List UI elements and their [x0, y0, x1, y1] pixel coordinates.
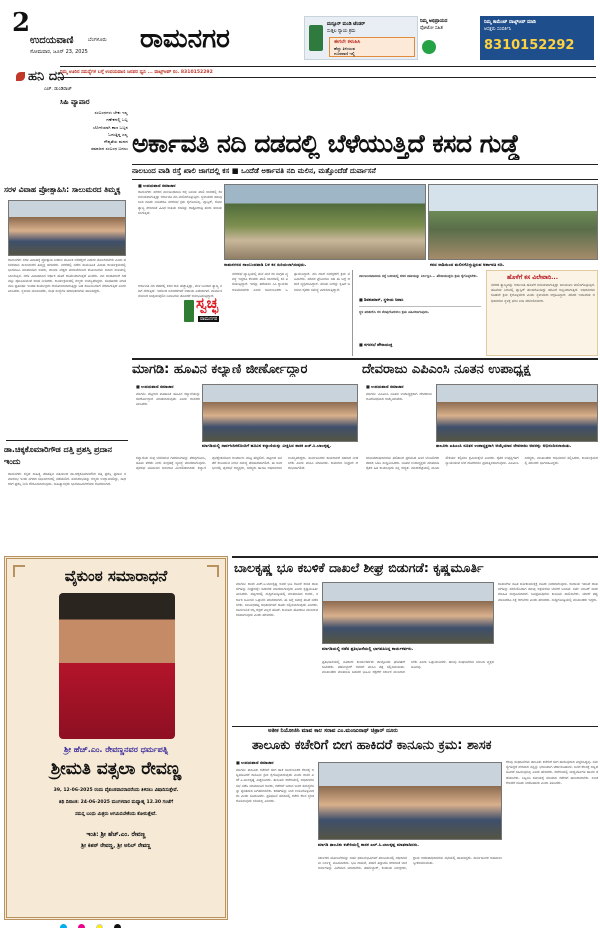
obituary-from: ಇಂತಿ: ಶ್ರೀ ಹೆಚ್.ಎಂ. ರೇವಣ್ಣ — [86, 831, 146, 838]
ad1-line1: ಮನ್ಸೂರ್ ಮಂಡಿ ಟೆಂಡರ್ — [327, 22, 365, 27]
main-headline: ಅರ್ಕಾವತಿ ನದಿ ದಡದಲ್ಲಿ ಬೆಳೆಯುತ್ತಿದೆ ಕಸದ ಗುಡ್ಡೆ — [132, 129, 520, 158]
divider — [359, 306, 481, 307]
magadi-headline: ಮಾಗಡಿ: ಹೂವಿನ ಕಲ್ಯಾಣಿ ಜೀರ್ಣೋದ್ಧಾರ — [132, 362, 308, 377]
main-article-col2: ಅರ್ಕಾವತಿ ನದಿ ದಡದಲ್ಲಿ ಕಸದ ರಾಶಿ ಹೆಚ್ಚುತ್ತಿದ್ದು, ಮಳೆ ಬಂದಾಗ ತ್ಯಾಜ್ಯ ನದಿಗೆ ಸೇರುತ್ತಿದೆ. ಇದರಿಂದ ಜಲಚರಗಳಿಗೆ ಅಪಾಯ ಎದುರಾಗಿದೆ. ದುರ್ವಾಸನೆಯಿಂದ ಸುತ್ತಮುತ್ತಲಿನ ನಿವಾಸಿಗಳು ತೊಂದರೆ ಅನುಭವಿಸುತ್ತಿದ್ದಾರೆ. — [138, 284, 222, 299]
obituary-text1: 39, 12-06-2025 ರಂದು ವೈಕುಂಠವಾಸರಾದರೆಂದು ತಿಳಿಸಲು ವಿಷಾದಿಸುತ್ತೇವೆ. — [53, 788, 179, 793]
whatsapp-icon — [422, 40, 436, 54]
poem-line: ಓದುತ್ತಿದ್ದ ಎಲ್ಲ — [108, 131, 128, 137]
swachha-ramanagara-logo — [184, 294, 230, 330]
ad-phone-number: 8310152292 — [484, 38, 575, 53]
portrait-photo — [59, 593, 175, 739]
ad2-line1: ಈಗಲೇ ಕಳುಹಿಸಿ — [334, 39, 361, 45]
obituary-name: ಶ್ರೀಮತಿ ವತ್ಸಲಾ ರೇವಣ್ಣ — [50, 759, 182, 779]
taluk-byline: ■ ಉದಯವಾಣಿ ಸಮಾಚಾರ — [236, 760, 274, 765]
ad2-line3: ದೂರವಾಣಿ ಇಲ್ಲಿ — [334, 51, 355, 56]
main-lead: ರಾಮನಗರ: ನಗರದ ನಾಲಬಂದವಾಡಿ ರಸ್ತೆ ಬಳಿಯ ಖಾಲಿ ಜಾಗದಲ್ಲಿ ಕಸ ಸುರಿಯಲಾಗುತ್ತಿದ್ದು ಅರ್ಕಾವತಿ ನದಿ ಮಲಿನಗೊಳ್ಳುತ್ತಿದೆ. ಸ್ಥಳೀಯರು ಹಲವು ಬಾರಿ ದೂರು ನೀಡಿದರೂ ನಗರಸಭೆ ಕ್ರಮ ಕೈಗೊಂಡಿಲ್ಲ. ಪ್ಲಾಸ್ಟಿಕ್, ಕೋಳಿ ತ್ಯಾಜ್ಯ ಸೇರಿದಂತೆ ವಿವಿಧ ರೀತಿಯ ಕಸವನ್ನು ರಾತ್ರೋರಾತ್ರಿ ತಂದು ಸುರಿಯಲಾಗುತ್ತಿದೆ. — [138, 190, 222, 215]
obituary-names: ಶ್ರೀ ಕಿಶನ್ ರೇವಣ್ಣ, ಶ್ರೀ ಅನಿಲ್ ರೇವಣ್ಣ — [81, 843, 151, 849]
divider — [132, 179, 598, 180]
obituary-line1: ಶ್ರೀ ಹೆಚ್.ಎಂ. ರೇವಣ್ಣನವರ ಧರ್ಮಪತ್ನಿ — [63, 745, 169, 754]
magadi-byline: ■ ಉದಯವಾಣಿ ಸಮಾಚಾರ — [136, 384, 174, 389]
ad2-banner — [329, 37, 415, 57]
balakrishna-col1: ಮಾಗಡಿ: ಶಾಸಕ ಎಚ್.ಸಿ.ಬಾಲಕೃಷ್ಣ ಅವರ ಭೂ ಕಬಳಿಕೆ ಕುರಿತ ದಾಖಲೆಗಳನ್ನು ಶೀಘ್ರದಲ್ಲೇ ಬಿಡುಗಡೆ ಮಾಡಲಾಗುವುದು ಎಂದು ಕೃಷ್ಣಮೂರ್ತಿ ತಿಳಿಸಿದರು. ಪಟ್ಟಣದಲ್ಲಿ ಸುದ್ದಿಗೋಷ್ಠಿಯಲ್ಲಿ ಮಾತನಾಡಿದ ಅವರು, ಸರ್ಕಾರಿ ಜಮೀನು ಒತ್ತುವರಿ ಮಾಡಲಾಗಿದೆ. ಈ ಬಗ್ಗೆ ಸಮಗ್ರ ತನಿಖೆ ನಡೆಸಬೇಕು. ಸಂಬಂಧಪಟ್ಟ ಅಧಿಕಾರಿಗಳಿಗೆ ದೂರು ಸಲ್ಲಿಸಲಾಗುವುದು ಎಂದರು. ಸಾರ್ವಜನಿಕ ಆಸ್ತಿ ರಕ್ಷಣೆ ಎಲ್ಲರ ಹೊಣೆ. ಕಾನೂನು ಹೋರಾಟ ಮುಂದುವರಿಸಲಾಗುವುದು ಎಂದು ಹೇಳಿದರು. — [236, 582, 318, 618]
ad2-line2: ಹೆಚ್ಚು ತಿಳಿಯುವ — [334, 46, 356, 51]
honey-dani-box — [4, 68, 128, 176]
dustbin-icon — [184, 300, 194, 322]
taluk-kicker: ಅತೀಕ ನಿಯೋಜಿಸಿ ಮಾವ ಕಾಲ ಸರಾವ ಎಂ.ಮಂಜುನಾಥ್ ಚಿತ್ರಾರ್ ದೂರು — [268, 728, 398, 734]
left-article-1: ರಾಮನಗರ: ಸರಳ ವಿವಾಹಕ್ಕೆ ಪ್ರೋತ್ಸಾಹ ನೀಡುವ ಮೂಲಕ ವರದಕ್ಷಿಣೆ ಪಿಡುಗು ತೊಲಗಿಸಬೇಕು ಎಂದು ಪರಿಸರವಾದಿ ಸಾಲುಮರದ ತಿಮ್ಮಕ್ಕ ಹೇಳಿದರು. ನಗರದಲ್ಲಿ ನಡೆದ ಸಾಮೂಹಿಕ ವಿವಾಹ ಕಾರ್ಯಕ್ರಮದಲ್ಲಿ ಭಾಗವಹಿಸಿ ಮಾತನಾಡಿದ ಅವರು, ದುಂದು ವೆಚ್ಚದ ಮದುವೆಗಳಿಂದ ಕುಟುಂಬಗಳು ಸಾಲದ ಸುಳಿಯಲ್ಲಿ ಸಿಲುಕುತ್ತಿವೆ. ಸರಳ ವಿವಾಹದಿಂದ ಆರ್ಥಿಕ ಹೊರೆ ಕಡಿಮೆಯಾಗುತ್ತದೆ ಎಂದರು. ನವ ದಂಪತಿಗಳಿಗೆ ಗಿಡ ನೆಟ್ಟು ಪೋಷಿಸುವಂತೆ ಸಲಹೆ ನೀಡಿದರು. ಕಾರ್ಯಕ್ರಮದಲ್ಲಿ ಗಣ್ಯರು ಉಪಸ್ಥಿತರಿದ್ದರು. ಸಂಘಟಕರು ಮಾತನಾಡಿ ಪ್ರತಿವರ್ಷ ಇಂತಹ ಕಾರ್ಯಕ್ರಮ ಆಯೋಜಿಸಲಾಗುತ್ತಿದ್ದು ಬಡ ಕುಟುಂಬಗಳಿಗೆ ನೆರವಾಗುತ್ತಿದೆ ಎಂದು ತಿಳಿಸಿದರು. ಸ್ಥಳೀಯ ಮುಖಂಡರು, ಸಂಘ ಸಂಸ್ಥೆಗಳ ಪದಾಧಿಕಾರಿಗಳು ಹಾಜರಿದ್ದರು. — [8, 258, 126, 294]
protest-photo — [322, 582, 494, 644]
register-dot — [78, 924, 85, 928]
taluk-col3: ಕೆಲವು ಸಂಘಟನೆಗಳು ತಾಲೂಕು ಕಚೇರಿಗೆ ಬೀಗ ಹಾಕುವುದಾಗಿ ಎಚ್ಚರಿಸಿದ್ದವು. ಸಮಸ್ಯೆಗಳಿದ್ದರೆ ನೇರವಾಗಿ ನನ್ನನ್ನು ಭೇಟಿಯಾಗಿ ಚರ್ಚಿಸಬಹುದು. ಜನರ ಕೆಲಸಕ್ಕೆ ಅಡ್ಡಿಪಡಿಸಿದರೆ ಸಹಿಸುವುದಿಲ್ಲ ಎಂದು ಹೇಳಿದರು. ಕಚೇರಿಯಲ್ಲಿ ಮಧ್ಯವರ್ತಿಗಳ ಹಾವಳಿ ತಡೆಯಬೇಕು. ಸಿಬ್ಬಂದಿ ಸಮಯಕ್ಕೆ ಸರಿಯಾಗಿ ಕಚೇರಿಗೆ ಹಾಜರಾಗಬೇಕು. ಲಂಚ ಕೇಳಿದರೆ ದೂರು ನೀಡಬಹುದು ಎಂದು ತಿಳಿಸಿದರು. — [506, 760, 598, 785]
divider — [132, 164, 598, 165]
taluk-caption: ಮಾಗಡಿ ತಾಲೂಕು ಕಚೇರಿಯಲ್ಲಿ ಶಾಸಕ ಎಚ್.ಸಿ.ಬಾಲಕೃಷ್ಣ ಮಾತನಾಡಿದರು. — [318, 842, 419, 847]
holege-body: ನಗರದ ತ್ಯಾಜ್ಯವನ್ನು ಅರ್ಕಾವತಿ ಹೊಳೆಗೆ ಸುರಿಯಲಾಗುತ್ತಿದ್ದು ಜಲಮೂಲ ಮಲಿನಗೊಳ್ಳುತ್ತಿದೆ. ಹೊಳೆಯ ನೀರಿನಲ್ಲಿ ಪ್ಲಾಸ್ಟಿಕ್ ತುಂಬಿಕೊಂಡಿದ್ದು ಹರಿವಿಗೆ ಅಡ್ಡಿಯಾಗುತ್ತಿದೆ. ಅಧಿಕಾರಿಗಳು ಕೂಡಲೇ ಕ್ರಮ ಕೈಗೊಳ್ಳಬೇಕು ಎಂದು ಸ್ಥಳೀಯರು ಆಗ್ರಹಿಸಿದ್ದಾರೆ. ಪರಿಸರ ಇಲಾಖೆಯ ಅಧಿಕಾರಿಗಳು ಸ್ಥಳಕ್ಕೆ ಭೇಟಿ ನೀಡಿ ಪರಿಶೀಲಿಸಬೇಕು. — [491, 283, 595, 303]
garbage-photo-1 — [224, 184, 426, 260]
poem-line: ಬೋಳಿಯಾಗಿ ಕಾಣ ಒಬ್ಬನ — [93, 124, 128, 130]
ad-box-3 — [420, 16, 478, 60]
paper-name: ಉದಯವಾಣಿ — [30, 35, 74, 46]
poem-line: ಸಮಾಜದ ಸಂಬಂಧ ಬದಲು — [91, 146, 128, 152]
ad3-line2: ಫೋಟೋ ಸಹಿತ — [420, 26, 443, 31]
obituary-text3: ಸಮಸ್ತ ಬಂಧು ಮಿತ್ರರು ಆಗಮಿಸಬೇಕೆಂದು ಕೋರುತ್ತೇವೆ. — [75, 812, 157, 817]
magadi-photo — [202, 384, 358, 442]
garbage-photo-2 — [428, 184, 598, 260]
masthead — [0, 0, 600, 64]
magadi-body: ಕಲ್ಯಾಣಿಯ ಸುತ್ತ ಬೆಳೆದಿರುವ ಗಿಡಗಂಟಿಗಳನ್ನು ತೆರವುಗೊಳಿಸಿ, ಹೂಳು ತೆಗೆದು ನೀರು ಸಂಗ್ರಹಕ್ಕೆ ವ್ಯವಸ್ಥೆ ಮಾಡಲಾಗುವುದು. ಪುರಸಭೆ ವತಿಯಿಂದ ಅನುದಾನ ಮೀಸಲಿಡಲಾಗಿದೆ. ಕಲ್ಯಾಣಿ ಪುನಶ್ಚೇತನದಿಂದ ಅಂತರ್ಜಲ ಮಟ್ಟ ಹೆಚ್ಚಲಿದೆ. ಪಟ್ಟಣದ ಜನತೆಗೆ ಕುಡಿಯುವ ನೀರಿನ ಸಮಸ್ಯೆ ಪರಿಹಾರವಾಗಲಿದೆ. ಈ ಸಂದರ್ಭದಲ್ಲಿ ಪುರಸಭೆ ಅಧ್ಯಕ್ಷರು, ಸದಸ್ಯರು ಹಾಗೂ ಅಧಿಕಾರಿಗಳು ಉಪಸ್ಥಿತರಿದ್ದರು. ಸಾರ್ವಜನಿಕರು ಕಾಮಗಾರಿಗೆ ಸಹಕಾರ ನೀಡಬೇಕು ಎಂದು ಮನವಿ ಮಾಡಿದರು. ಕಾಮಗಾರಿ ಶೀಘ್ರವೇ ಆರಂಭವಾಗಲಿದೆ. — [136, 456, 358, 471]
divider — [132, 358, 598, 360]
leaf-icon — [16, 72, 25, 81]
ad3-line1: ನಿಮ್ಮ ಅಭಿಪ್ರಾಯದ — [420, 19, 448, 24]
ad-box-1 — [304, 16, 418, 60]
photo-caption-right: ಕಸದ ರಾಶಿಯಿಂದ ಮಲಿನಗೊಳ್ಳುತ್ತಿರುವ ಅರ್ಕಾವತಿ ನದಿ. — [430, 262, 505, 267]
photo-caption-left: ರಾಮನಗರದ ನಾಲಬಂದವಾಡಿ ಬಳಿ ಕಸ ಸುರಿಯಲಾಗಿರುವುದು. — [224, 262, 307, 267]
taluk-col2: ಸರ್ಕಾರದ ಯೋಜನೆಗಳನ್ನು ಅರ್ಹ ಫಲಾನುಭವಿಗಳಿಗೆ ತಲುಪಿಸುವಲ್ಲಿ ಅಧಿಕಾರಿಗಳು ನಿರ್ಲಕ್ಷ್ಯ ವಹಿಸಬಾರದು. ಭೂ ದಾಖಲೆ, ಪಹಣಿ ತಿದ್ದುಪಡಿ ಸೇರಿದಂತೆ ಬಾಕಿ ಅರ್ಜಿಗಳನ್ನು ವಿಲೇವಾರಿ ಮಾಡಬೇಕು. ತಹಶೀಲ್ದಾರ್, ಕಂದಾಯ ನಿರೀಕ್ಷಕರು, ಗ್ರಾಮ ಆಡಳಿತಾಧಿಕಾರಿಗಳು ಸಭೆಯಲ್ಲಿ ಹಾಜರಿದ್ದರು. ಸಾರ್ವಜನಿಕರ ಅಹವಾಲು ಸ್ವೀಕರಿಸಲಾಯಿತು. — [318, 856, 502, 871]
ad1-line2: ಸುತ್ತಲ ನ್ಯಾಯ ಕ್ರಮ — [327, 29, 356, 34]
obituary-text2: ತಿಥಿ ದಿನಾಂಕ: 24-06-2025 ಮಂಗಳವಾರ ಮಧ್ಯಾಹ್ನ 12.30 ಗಂಟೆಗೆ — [58, 800, 174, 805]
quote-2: ಸ್ಥಳ ಪರಿಶೀಲಿಸಿ ಕಸ ತೆರವುಗೊಳಿಸಲು ಕ್ರಮ ವಹಿಸಲಾಗುವುದು. — [359, 310, 430, 314]
devaraju-byline: ■ ಉದಯವಾಣಿ ಸಮಾಚಾರ — [366, 384, 404, 389]
devaraju-caption: ತಾಲೂಕು ಎಪಿಎಂಸಿ ನೂತನ ಉಪಾಧ್ಯಕ್ಷರಾಗಿ ಆಯ್ಕೆಯಾದ ದೇವರಾಜು ಅವರನ್ನು ಅಭಿನಂದಿಸಲಾಯಿತು. — [436, 443, 572, 448]
dateline: ಸೋಮವಾರ, ಜೂನ್ 23, 2025 — [30, 49, 88, 55]
taluk-photo — [318, 762, 502, 840]
left-headline-2: ಡಾ.ಚಿಕ್ಕಕೊಮಾರಿಗೌಡ ದತ್ತಿ ಪ್ರಶಸ್ತಿ ಪ್ರದಾನ ಇಂದು — [4, 445, 112, 466]
print-registration-marks — [60, 916, 600, 926]
left-headline-1: ಸರಳ ವಿವಾಹ ಪ್ರೋತ್ಸಾಹಿಸಿ: ಸಾಲುಮರದ ತಿಮ್ಮಕ್ಕ — [4, 185, 121, 194]
devaraju-body: ಚುನಾವಣಾಧಿಕಾರಿಗಳು ಫಲಿತಾಂಶ ಪ್ರಕಟಿಸಿದ ಬಳಿಕ ಬೆಂಬಲಿಗರು ಪಟಾಕಿ ಸಿಡಿಸಿ ಸಂಭ್ರಮಿಸಿದರು. ನೂತನ ಉಪಾಧ್ಯಕ್ಷರು ಮಾತನಾಡಿ ರೈತರ ಹಿತ ಕಾಯುವುದು ನನ್ನ ಆದ್ಯತೆ. ಮಾರುಕಟ್ಟೆಯಲ್ಲಿ ಮೂಲ ಸೌಕರ್ಯ ಕಲ್ಪಿಸಲು ಶ್ರಮಿಸುತ್ತೇನೆ ಎಂದರು. ರೈತರ ಉತ್ಪನ್ನಗಳಿಗೆ ನ್ಯಾಯಯುತ ಬೆಲೆ ದೊರಕಿಸಲು ಪ್ರಯತ್ನಿಸಲಾಗುವುದು. ಎಪಿಎಂಸಿ ಸದಸ್ಯರು, ಮುಖಂಡರು ಅಭಿನಂದನೆ ಸಲ್ಲಿಸಿದರು. ಕಾರ್ಯಕ್ರಮದಲ್ಲಿ ಹಲವರು ಭಾಗವಹಿಸಿದ್ದರು. — [366, 456, 598, 471]
quote-2-by: ■ ನಗರಸಭೆ ಪೌರಾಯುಕ್ತ — [359, 342, 393, 347]
wedding-photo — [8, 200, 126, 256]
balakrishna-caption: ಮಾಗಡಿಯಲ್ಲಿ ನಡೆದ ಪ್ರತಿಭಟನೆಯಲ್ಲಿ ಭಾಗವಹಿಸಿದ್ದ ಕಾರ್ಯಕರ್ತರು. — [322, 646, 414, 651]
main-byline: ■ ಉದಯವಾಣಿ ಸಮಾಚಾರ — [138, 183, 176, 188]
honey-dani-title: ಹನಿ ದನಿ — [28, 69, 65, 84]
taluk-headline: ತಾಲೂಕು ಕಚೇರಿಗೆ ಬೀಗ ಹಾಕಿದರೆ ಕಾನೂನು ಕ್ರಮ: ಶಾಸಕ — [252, 738, 492, 753]
divider — [232, 556, 598, 558]
poem-line: ಗಣೇಶನಲ್ಲಿ ಒಬ್ಬ — [106, 117, 128, 123]
divider — [232, 726, 598, 727]
notice-text: ನಿಮ್ಮ ಊರಿನ ಸಮಸ್ಯೆಗಳ ಬಗ್ಗೆ ಉದಯವಾಣಿ ಜನಪರ ಧ್ವನಿ ... ವಾಟ್ಸ್ಆಪ್ ನಂ. 8310152292 — [60, 70, 213, 75]
left-article-2: ರಾಮನಗರ: ಕನ್ನಡ ಸಾಹಿತ್ಯ ಪರಿಷತ್ತಿನ ವತಿಯಿಂದ ಡಾ.ಚಿಕ್ಕಕೊಮಾರಿಗೌಡ ದತ್ತಿ ಪ್ರಶಸ್ತಿ ಪ್ರದಾನ ಸಮಾರಂಭ ಇಂದು ನಗರದ ಸಭಾಂಗಣದಲ್ಲಿ ನಡೆಯಲಿದೆ. ಸಮಾರಂಭವನ್ನು ಗಣ್ಯರು ಉದ್ಘಾಟಿಸಲಿದ್ದು, ಸಾಧಕರಿಗೆ ಪ್ರಶಸ್ತಿ ನೀಡಿ ಗೌರವಿಸಲಾಗುವುದು. ಸಾಹಿತ್ಯಾಸಕ್ತರು ಭಾಗವಹಿಸಬೇಕೆಂದು ಕೋರಲಾಗಿದೆ. — [8, 472, 126, 487]
balakrishna-col2: ಪ್ರತಿಭಟನೆಯಲ್ಲಿ ನೂರಾರು ಕಾರ್ಯಕರ್ತರು ಪಾಲ್ಗೊಂಡು ಘೋಷಣೆ ಕೂಗಿದರು. ತಹಶೀಲ್ದಾರ್ ಅವರಿಗೆ ಮನವಿ ಪತ್ರ ಸಲ್ಲಿಸಲಾಯಿತು. ಮುಖಂಡರು ಮಾತನಾಡಿ ಬಡವರ ಭೂಮಿ ರಕ್ಷಣೆಗೆ ಸರ್ಕಾರ ಮುಂದಾಗಬೇಕು ಎಂದು ಒತ್ತಾಯಿಸಿದರು. ಹಲವು ಸಂಘಟನೆಗಳು ಬೆಂಬಲ ವ್ಯಕ್ತಪಡಿಸಿದವು. — [322, 660, 494, 675]
divider — [6, 440, 128, 441]
notice-strip — [60, 66, 596, 78]
balakrishna-col3: ದಾಖಲೆಗಳ ಸಹಿತ ಲೋಕಾಯುಕ್ತಕ್ಕೆ ದೂರು ನೀಡಲಾಗುವುದು. ಕಂದಾಯ ಇಲಾಖೆ ದಾಖಲೆಗಳನ್ನು ಪರಿಶೀಲಿಸಿದಾಗ ಹಲವು ಅಕ್ರಮಗಳು ಬೆಳಕಿಗೆ ಬಂದಿವೆ. ಸರ್ವೆ ನಂಬರ್ ವಾರು ಮಾಹಿತಿ ಸಂಗ್ರಹಿಸಲಾಗಿದೆ. ಜನಪ್ರತಿನಿಧಿಗಳು ಕಾನೂನು ಪಾಲಿಸಬೇಕು. ಯಾರೇ ತಪ್ಪು ಮಾಡಿದರೂ ಶಿಕ್ಷೆ ಆಗಬೇಕು ಎಂದು ಹೇಳಿದರು. ಸುದ್ದಿಗೋಷ್ಠಿಯಲ್ಲಿ ಮುಖಂಡರು ಇದ್ದರು. — [498, 582, 598, 602]
balakrishna-headline: ಬಾಲಕೃಷ್ಣ ಭೂ ಕಬಳಿಕೆ ದಾಖಲೆ ಶೀಘ್ರ ಬಿಡುಗಡೆ: ಕೃಷ್ಣಮೂರ್ತಿ — [234, 560, 484, 575]
taluk-col1: ಮಾಗಡಿ: ತಾಲೂಕು ಕಚೇರಿಗೆ ಬೀಗ ಹಾಕಿ ಸಾರ್ವಜನಿಕರ ಕೆಲಸಕ್ಕೆ ಅಡ್ಡಿಪಡಿಸಿದರೆ ಕಾನೂನು ಕ್ರಮ ಕೈಗೊಳ್ಳಲಾಗುವುದು ಎಂದು ಶಾಸಕ ಎಚ್.ಸಿ.ಬಾಲಕೃಷ್ಣ ಎಚ್ಚರಿಸಿದರು. ತಾಲೂಕು ಕಚೇರಿಯಲ್ಲಿ ಅಧಿಕಾರಿಗಳ ಸಭೆ ನಡೆಸಿ ಮಾತನಾಡಿದ ಅವರು, ಕಚೇರಿಗೆ ಬರುವ ಜನರ ಸಮಸ್ಯೆಗಳನ್ನು ತ್ವರಿತವಾಗಿ ಬಗೆಹರಿಸಬೇಕು. ಕಡತಗಳನ್ನು ಬಾಕಿ ಉಳಿಸಿಕೊಳ್ಳಬಾರದು ಎಂದು ಸೂಚಿಸಿದರು. ಪ್ರತಿಭಟನೆ ಹೆಸರಿನಲ್ಲಿ ಕಚೇರಿ ಕೆಲಸ ಸ್ಥಗಿತಗೊಳಿಸುವುದು ಸರಿಯಲ್ಲ ಎಂದರು. — [236, 768, 314, 804]
corner-ornament-icon — [13, 565, 25, 577]
swachha-sub: ರಾಮನಗರ — [200, 316, 218, 322]
page-number: 2 — [12, 8, 31, 38]
register-dot — [114, 924, 121, 928]
devaraju-photo — [436, 384, 598, 442]
main-lead-text: ರಾಮನಗರ: ನಗರದ ನಾಲಬಂದವಾಡಿ ರಸ್ತೆ ಬಳಿಯ ಖಾಲಿ ಜಾಗದಲ್ಲಿ ಕಸ ಸುರಿಯಲಾಗುತ್ತಿದ್ದು ಅರ್ಕಾವತಿ ನದಿ ಮಲಿನಗೊಳ್ಳುತ್ತಿದೆ. — [138, 190, 222, 200]
quote-1-by: ■ ಶಿವಕುಮಾರ್, ಸ್ಥಳೀಯ ನಿವಾಸಿ — [359, 297, 404, 302]
devaraju-lead: ಮಾಗಡಿ: ಎಪಿಎಂಸಿ ನೂತನ ಉಪಾಧ್ಯಕ್ಷರಾಗಿ ದೇವರಾಜು ಅವಿರೋಧವಾಗಿ ಆಯ್ಕೆಯಾದರು. — [366, 392, 432, 402]
phone-graphic-icon — [309, 25, 323, 51]
obituary-ad — [4, 556, 228, 920]
register-dot — [60, 924, 67, 928]
poem-line: ಸಂಬಂಧಗಳು ಬೇಕು ಇಲ್ಲ — [94, 110, 128, 115]
register-dot — [96, 924, 103, 928]
holege-title: ಹೊಳೆಗೆ ಕಸ ವಿಲೇವಾರಿ... — [507, 274, 558, 281]
obituary-heading: ವೈಕುಂಠ ಸಮಾರಾಧನೆ — [64, 567, 168, 585]
ad4-line2: ಆಸಕ್ತರು ಸಂಪರ್ಕಿಸಿ — [484, 27, 512, 32]
main-article-col3: ನಗರಸಭೆ ವ್ಯಾಪ್ತಿಯಲ್ಲಿ ಮನೆ ಮನೆ ಕಸ ಸಂಗ್ರಹ ವ್ಯವಸ್ಥೆ ಇದ್ದರೂ ಕೆಲವರು ಖಾಲಿ ಜಾಗಗಳಲ್ಲಿ ಕಸ ಎಸೆಯುತ್ತಿದ್ದಾರೆ. ಇದನ್ನು ತಡೆಯಲು ಸಿಸಿ ಕ್ಯಾಮರಾ ಅಳವಡಿಸಬೇಕು ಎಂದು ಸಾರ್ವಜನಿಕರು ಒತ್ತಾಯಿಸಿದ್ದಾರೆ. ನದಿ ದಂಡೆ ಸಂರಕ್ಷಣೆಗೆ ಕ್ರಮ ವಹಿಸಬೇಕು. ಪರಿಸರ ಪ್ರೇಮಿಗಳು ಸಹ ಈ ಬಗ್ಗೆ ಆತಂಕ ವ್ಯಕ್ತಪಡಿಸಿದ್ದಾರೆ. ನದಿಯ ನೀರನ್ನು ಕೃಷಿಗೆ ಬಳಸುವ ರೈತರು ಸಮಸ್ಯೆ ಎದುರಿಸುತ್ತಿದ್ದಾರೆ. — [232, 272, 350, 292]
poem-title: ಸಿಹಿ ವ್ಯಾಪಾರ — [60, 98, 90, 106]
honey-dani-author: ಎಚ್. ಡುಂಡಿರಾಜ್ — [44, 87, 72, 92]
edition-label: ಬೆಂಗಳೂರು — [88, 37, 107, 43]
quote-1: ನಾಲಬಂದವಾಡಿಯ ರಸ್ತೆ ಬದಿಯಲ್ಲಿ ಕಸದ ರಾಶಿಯನ್ನು ನಿರ್ಲಕ್ಷಿಸಿ... ಪೌರಾಯುಕ್ತರು ಕ್ರಮ ಕೈಗೊಳ್ಳಬೇಕು. — [359, 274, 478, 278]
magadi-lead: ಮಾಗಡಿ: ಪಟ್ಟಣದ ಐತಿಹಾಸಿಕ ಹೂವಿನ ಕಲ್ಯಾಣಿಯನ್ನು ಜೀರ್ಣೋದ್ಧಾರ ಮಾಡಲಾಗುವುದು ಎಂದು ಶಾಸಕರು ತಿಳಿಸಿದರು. — [136, 392, 200, 407]
corner-ornament-icon — [207, 565, 219, 577]
ad4-line1: ನಿಮ್ಮ ಕಾಮೆಂಟ್ ವಾಟ್ಸ್ಆಪ್ ಮಾಡಿ — [484, 20, 536, 25]
main-subheadline: ನಾಲಬಂದ ವಾಡಿ ರಸ್ತೆ ಖಾಲಿ ಜಾಗದಲ್ಲಿ ಕಸ ■ ಒಂದೆಡೆ ಅರ್ಕಾವತಿ ನದಿ ಮಲಿನ, ಮತ್ತೊಂದೆಡೆ ದುರ್ವಾಸನೆ — [132, 166, 376, 175]
devaraju-headline: ದೇವರಾಜು ಎಪಿಎಂಸಿ ನೂತನ ಉಪಾಧ್ಯಕ್ಷ — [362, 362, 531, 377]
ad-box-4 — [480, 16, 594, 60]
section-title: ರಾಮನಗರ — [140, 24, 230, 54]
holege-kasa-box — [486, 270, 598, 356]
poem-line: ಗೌಪ್ಯತೆಯ ಮನದ — [103, 139, 128, 145]
poem-body — [44, 109, 128, 153]
quotes-box — [352, 270, 482, 356]
swachha-word: ಸ್ವಚ್ಛ — [196, 294, 219, 312]
magadi-caption: ಮಾಗಡಿಯಲ್ಲಿ ಸಾರ್ವಜನಿಕರೊಂದಿಗೆ ಹೂವಿನ ಕಲ್ಯಾಣಿಯನ್ನು ವೀಕ್ಷಿಸಿದ ಶಾಸಕ ಎಚ್.ಸಿ.ಬಾಲಕೃಷ್ಣ. — [202, 443, 332, 448]
